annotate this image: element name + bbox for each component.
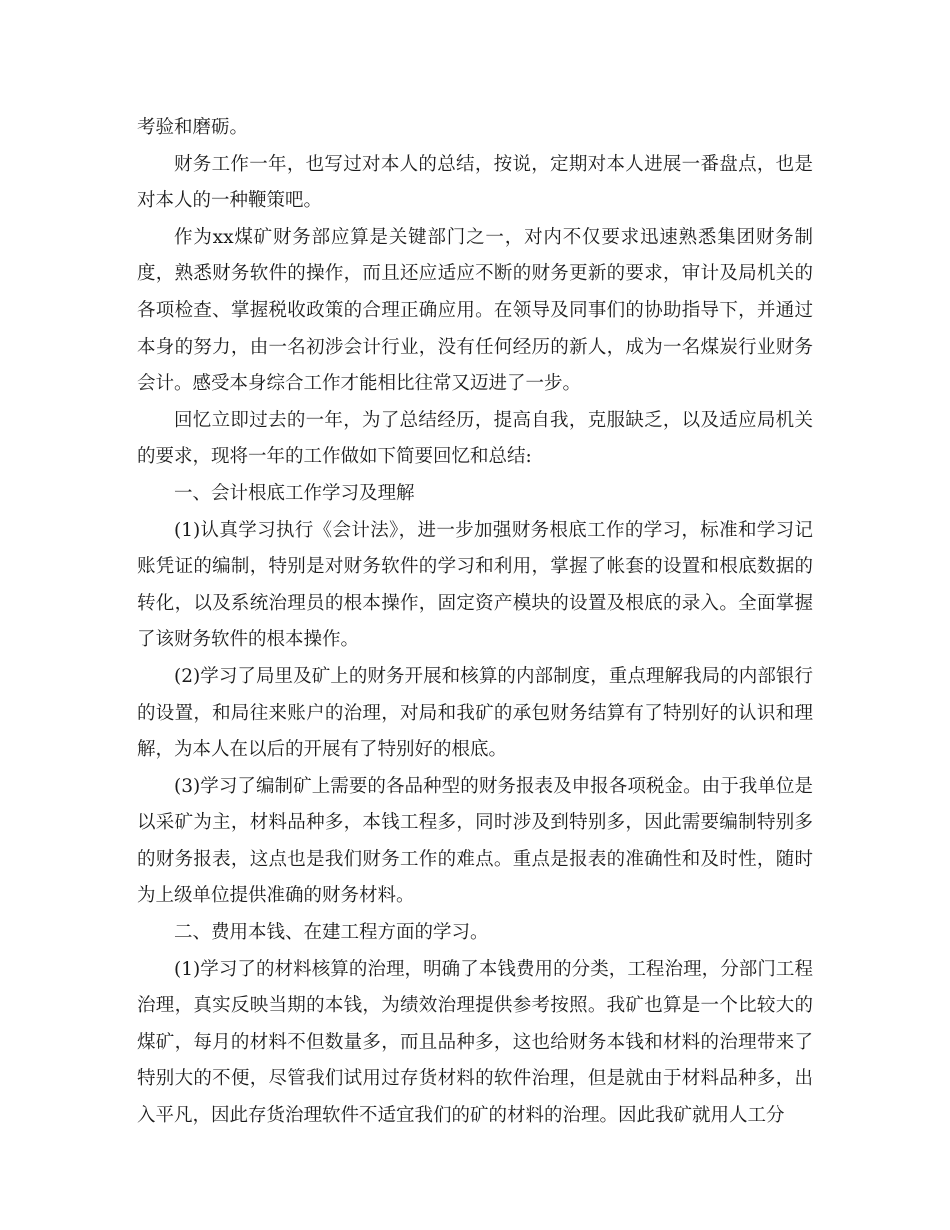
section-heading-2: 二、费用本钱、在建工程方面的学习。 (174, 922, 489, 944)
document-body (137, 110, 813, 1135)
paragraph-6: (2)学习了局里及矿上的财务开展和核算的内部制度，重点理解我局的内部银行的设置，和局往来账户的治理，对局和我矿的承包财务结算有了特别好的认识和理解，为本人在以后的开展有了特别好的根底。 (137, 665, 813, 761)
paragraph-2: 财务工作一年，也写过对本人的总结，按说，定期对本人进展一番盘点，也是对本人的一种鞭策吧。 (137, 153, 813, 212)
paragraph-5: (1)认真学习执行《会计法》，进一步加强财务根底工作的学习，标准和学习记账凭证的编制，特别是对财务软件的学习和利用，掌握了帐套的设置和根底数据的转化，以及系统治理员的根本操作，固定资产模块的设置及根底的录入。全面掌握了该财务软件的根本操作。 (137, 519, 813, 651)
paragraph-3: 作为xx煤矿财务部应算是关键部门之一，对内不仅要求迅速熟悉集团财务制度，熟悉财务软件的操作，而且还应适应不断的财务更新的要求，审计及局机关的各项检查、掌握税收政策的合理正确应用。在领导及同事们的协助指导下，并通过本身的努力，由一名初涉会计行业，没有任何经历的新人，成为一名煤炭行业财务会计。感受本身综合工作才能相比往常又迈进了一步。 (137, 226, 813, 395)
section-heading-1: 一、会计根底工作学习及理解 (174, 482, 415, 504)
paragraph-7: (3)学习了编制矿上需要的各品种型的财务报表及申报各项税金。由于我单位是以采矿为主，材料品种多，本钱工程多，同时涉及到特别多，因此需要编制特别多的财务报表，这点也是我们财务工作的难点。重点是报表的准确性和及时性，随时为上级单位提供准确的财务材料。 (137, 775, 813, 907)
paragraph-8: (1)学习了的材料核算的治理，明确了本钱费用的分类，工程治理，分部门工程治理，真实反映当期的本钱，为绩效治理提供参考按照。我矿也算是一个比较大的煤矿，每月的材料不但数量多，而且品种多，这也给财务本钱和材料的治理带来了特别大的不便，尽管我们试用过存货材料的软件治理，但是就由于材料品种多，出入平凡，因此存货治理软件不适宜我们的矿的材料的治理。因此我矿就用人工分 (137, 958, 813, 1127)
paragraph-1: 考验和磨砺。 (137, 117, 249, 138)
paragraph-4: 回忆立即过去的一年，为了总结经历，提高自我，克服缺乏，以及适应局机关的要求，现将一年的工作做如下简要回忆和总结: (137, 409, 813, 468)
